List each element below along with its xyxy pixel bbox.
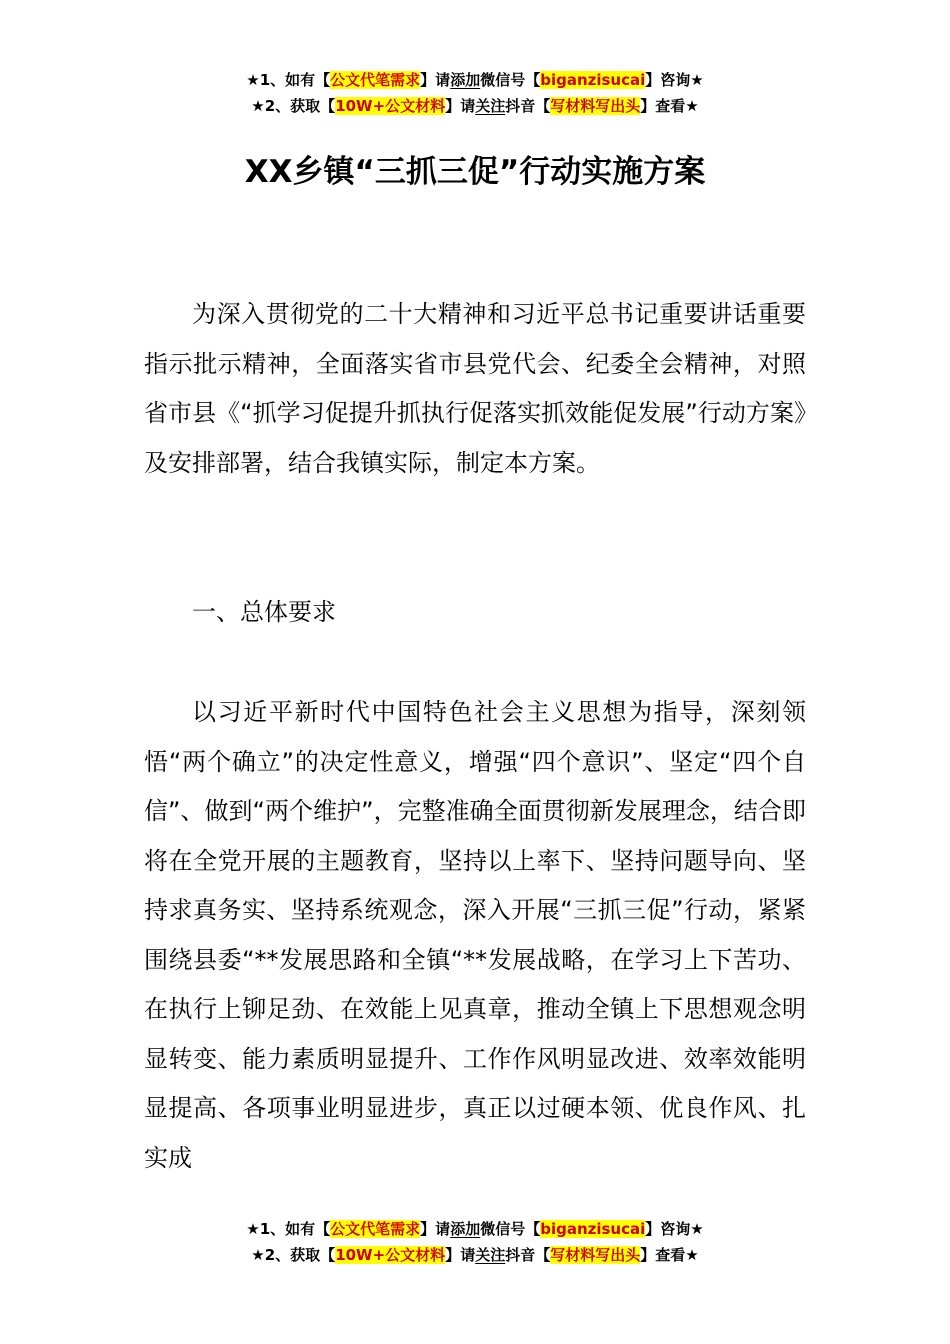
banner-line-1 xyxy=(0,1216,950,1242)
banner-douyin-id: 写材料写出头 xyxy=(550,97,641,115)
banner-highlight: 10W+公文材料 xyxy=(335,1246,446,1264)
document-title: XX乡镇“三抓三促”行动实施方案 xyxy=(244,154,706,190)
banner-underline: 关注 xyxy=(475,1246,506,1264)
banner-highlight: 公文代笔需求 xyxy=(330,71,421,89)
paragraph-text: 为深入贯彻党的二十大精神和习近平总书记重要讲话重要指示批示精神，全面落实省市县党代会、纪委全会精神，对照省市县《“抓学习促提升抓执行促落实抓效能促发展”行动方案》及安排部署，结合我镇实际，制定本方案。 xyxy=(144,300,806,477)
paragraph-overall-requirements xyxy=(144,688,806,1183)
banner-text: 】查看★ xyxy=(640,97,699,115)
banner-text: 】请 xyxy=(420,1220,451,1238)
banner-wechat-id: biganzisucai xyxy=(540,71,646,89)
banner-underline: 添加 xyxy=(450,1220,481,1238)
banner-text: ★1、如有【 xyxy=(246,1220,331,1238)
banner-text: 】请 xyxy=(445,1246,476,1264)
banner-highlight: 10W+公文材料 xyxy=(335,97,446,115)
banner-underline: 关注 xyxy=(475,97,506,115)
banner-text: 】请 xyxy=(445,97,476,115)
banner-line-2 xyxy=(0,93,950,119)
banner-text: 】咨询★ xyxy=(645,71,704,89)
banner-line-2 xyxy=(0,1242,950,1268)
banner-underline: 添加 xyxy=(450,71,481,89)
header-banner xyxy=(0,67,950,119)
paragraph-intro xyxy=(144,290,806,488)
paragraph-text: 以习近平新时代中国特色社会主义思想为指导，深刻领悟“两个确立”的决定性意义，增强“四个意识”、坚定“四个自信”、做到“两个维护”，完整准确全面贯彻新发展理念，结合即将在全党开展的主题教育，坚持以上率下、坚持问题导向、坚持求真务实、坚持系统观念，深入开展“三抓三促”行动，紧紧围绕县委“**发展思路和全镇“**发展战略，在学习上下苦功、在执行上铆足劲、在效能上见真章，推动全镇上下思想观念明显转变、能力素质明显提升、工作作风明显改进、效率效能明显提高、各项事业明显进步，真正以过硬本领、优良作风、扎实成 xyxy=(144,698,806,1172)
banner-text: ★1、如有【 xyxy=(246,71,331,89)
banner-wechat-id: biganzisucai xyxy=(540,1220,646,1238)
banner-text: 】请 xyxy=(420,71,451,89)
banner-highlight: 公文代笔需求 xyxy=(330,1220,421,1238)
banner-text: 抖音【 xyxy=(505,97,551,115)
banner-text: ★2、获取【 xyxy=(251,97,336,115)
banner-text: ★2、获取【 xyxy=(251,1246,336,1264)
banner-line-1 xyxy=(0,67,950,93)
footer-banner xyxy=(0,1216,950,1268)
banner-text: 微信号【 xyxy=(480,1220,541,1238)
banner-text: 】查看★ xyxy=(640,1246,699,1264)
banner-text: 微信号【 xyxy=(480,71,541,89)
section-heading xyxy=(144,588,806,638)
banner-text: 抖音【 xyxy=(505,1246,551,1264)
banner-douyin-id: 写材料写出头 xyxy=(550,1246,641,1264)
banner-text: 】咨询★ xyxy=(645,1220,704,1238)
section-heading-text: 一、总体要求 xyxy=(192,598,336,626)
